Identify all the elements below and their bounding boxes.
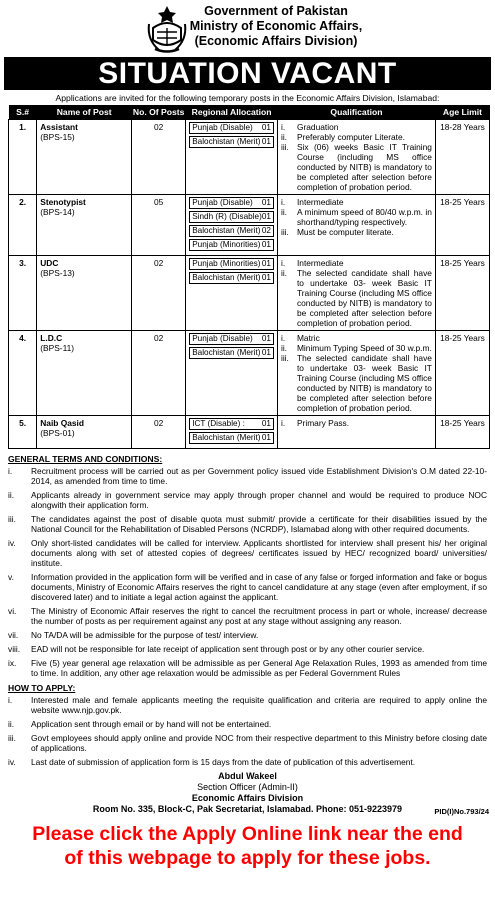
qualification-text: Minimum Typing Speed of 30 w.p.m. [296,343,432,353]
allocation-region: Punjab (Minorities) [192,240,261,249]
item-numeral: i. [8,466,13,476]
item-numeral: ii. [8,719,15,729]
item-numeral: iii. [8,733,16,743]
item-text: No TA/DA will be admissible for the purpose of test/ interview. [31,630,259,640]
signatory-name: Abdul Wakeel [218,771,277,781]
qualification-item [281,132,432,142]
allocation-count: 01 [261,433,271,442]
item-text: Recruitment process will be carried out as per Government policy issued vide Establishment Division's O.M dated 22-10-2014, as amended from time to time. [31,466,487,486]
allocation-count: 01 [261,212,271,221]
qualification-item [281,333,432,343]
signature-block [0,771,495,815]
row-qualification [277,195,435,256]
allocation-region: Punjab (Disable) [192,198,253,207]
post-bps: (BPS-11) [40,343,75,353]
qualification-text: A minimum speed of 80/40 w.p.m. in shorthand/typing respectively. [296,207,432,227]
qualification-item [281,268,432,328]
post-name: Naib Qasid [40,418,84,428]
allocation-item [189,239,274,251]
qualification-numeral: iii. [280,227,289,237]
list-item [8,606,487,626]
row-post [37,416,132,449]
qualification-numeral: ii. [280,207,288,217]
qualification-item [281,353,432,413]
row-num-posts: 02 [132,256,186,331]
item-numeral: iii. [8,514,16,524]
signatory-division: Economic Affairs Division [191,793,304,803]
row-age-limit: 18-25 Years [435,416,489,449]
state-emblem-icon [145,2,189,54]
row-regional-allocation [186,120,278,195]
apply-online-notice [0,822,495,870]
row-sn: 3. [9,256,37,331]
qualification-numeral: ii. [280,132,288,142]
row-regional-allocation [186,416,278,449]
col-regional: Regional Allocation [186,105,278,120]
item-numeral: v. [8,572,14,582]
item-text: Govt employees should apply online and provide NOC from their respective department to this Ministry before closing date of applications. [31,733,487,753]
qualification-item [281,227,432,237]
allocation-count: 02 [261,226,271,235]
list-item [8,538,487,568]
allocation-count: 01 [261,348,271,357]
pid-number: PID(I)No.793/24 [434,807,489,816]
row-regional-allocation [186,331,278,416]
qualification-text: Graduation [296,122,339,132]
col-sn: S.# [9,105,37,120]
qualification-numeral: i. [280,197,286,207]
allocation-item [189,347,274,359]
qualification-item [281,343,432,353]
item-text: Application sent through email or by hand will not be entertained. [31,719,272,729]
list-item [8,490,487,510]
list-item [8,757,487,767]
post-name: Stenotypist [40,197,86,207]
allocation-count: 01 [261,259,271,268]
item-text: The Ministry of Economic Affair reserves the right to cancel the recruitment process in part or whole, increase/ decrease the number of posts as per requirement against any post at any stage without assigning any reason. [31,606,487,626]
table-row [9,195,490,256]
row-sn: 4. [9,331,37,416]
list-item [8,733,487,753]
col-age: Age Limit [435,105,489,120]
allocation-region: Balochistan (Merit) [192,273,261,282]
post-name: Assistant [40,122,78,132]
allocation-item [189,418,274,430]
qualification-numeral: i. [280,122,286,132]
posts-table [8,105,490,449]
item-numeral: ii. [8,490,15,500]
allocation-item [189,122,274,134]
item-text: Five (5) year general age relaxation will be admissible as per General Age Relaxation Rules, 1993 as amended from time to time. In addition, any other age relaxation would be admissible as per Federal Government Rules [31,658,487,678]
allocation-region: ICT (Disable) : [192,419,245,428]
qualification-item [281,142,432,192]
item-text: Only short-listed candidates will be called for interview. Applicants shortlisted for interview shall present his/ her original documents along with set of attested copies of degrees/ certificates issued by HEC/ recognized board/ universities/ institute. [31,538,487,568]
allocation-item [189,225,274,237]
row-post [37,120,132,195]
header-line2: Ministry of Economic Affairs, [189,19,363,33]
list-item [8,658,487,678]
item-numeral: iv. [8,538,16,548]
list-item [8,572,487,602]
situation-vacant-banner: SITUATION VACANT [4,57,491,90]
post-bps: (BPS-15) [40,132,75,142]
row-post [37,331,132,416]
list-item [8,514,487,534]
item-text: EAD will not be responsible for late receipt of application sent through post or by any other courier service. [31,644,425,654]
row-age-limit: 18-25 Years [435,256,489,331]
list-item [8,466,487,486]
qualification-numeral: i. [280,333,286,343]
row-post [37,195,132,256]
item-numeral: viii. [8,644,21,654]
qualification-text: Must be computer literate. [296,227,394,237]
allocation-region: Balochistan (Merit) [192,226,261,235]
general-terms-list [0,466,495,678]
qualification-numeral: iii. [280,142,289,152]
general-terms-title: GENERAL TERMS AND CONDITIONS: [8,454,163,464]
header-line3: (Economic Affairs Division) [194,34,358,48]
allocation-item [189,272,274,284]
row-qualification [277,416,435,449]
qualification-text: The selected candidate shall have to undertake 03- week Basic IT Training Course (including MS office conducted by NITB) is mandatory to be completed after selection before completion of probation period. [296,353,432,413]
item-text: Applicants already in government service may apply through proper channel and would be required to produce NOC alongwith their application form. [31,490,487,510]
qualification-numeral: i. [280,258,286,268]
item-numeral: ix. [8,658,17,668]
allocation-count: 01 [261,123,271,132]
allocation-count: 01 [261,198,271,207]
col-qualification: Qualification [277,105,435,120]
qualification-text: Intermediate [296,258,344,268]
row-regional-allocation [186,256,278,331]
table-row [9,331,490,416]
item-text: Last date of submission of application form is 15 days from the date of publication of this advertisement. [31,757,416,767]
apply-notice-line2: of this webpage to apply for these jobs. [64,847,431,869]
qualification-item [281,418,432,428]
allocation-item [189,136,274,148]
allocation-count: 01 [261,273,271,282]
list-item [8,695,487,715]
row-num-posts: 02 [132,120,186,195]
row-sn: 5. [9,416,37,449]
qualification-numeral: iii. [280,353,289,363]
how-to-apply-title: HOW TO APPLY: [8,683,76,693]
qualification-item [281,207,432,227]
allocation-item [189,432,274,444]
row-age-limit: 18-25 Years [435,195,489,256]
list-item [8,719,487,729]
item-text: The candidates against the post of disable quota must submit/ provide a certificate for their disabilities issued by the National Council for the Rehabilitation of Disabled Persons (NCRDP), Islamabad along with other required documents. [31,514,487,534]
row-qualification [277,256,435,331]
row-sn: 1. [9,120,37,195]
allocation-item [189,333,274,345]
allocation-region: Punjab (Disable) [192,123,253,132]
header [0,0,495,57]
row-sn: 2. [9,195,37,256]
allocation-region: Sindh (R) (Disable) [192,212,262,221]
allocation-count: 01 [261,137,271,146]
signatory-address: Room No. 335, Block-C, Pak Secretariat, Islamabad. Phone: 051-9223979 [92,804,403,814]
allocation-item [189,211,274,223]
qualification-numeral: ii. [280,343,288,353]
row-qualification [277,120,435,195]
allocation-count: 01 [261,334,271,343]
allocation-region: Punjab (Disable) [192,334,253,343]
allocation-region: Balochistan (Merit) [192,137,261,146]
post-bps: (BPS-01) [40,428,75,438]
qualification-item [281,122,432,132]
row-num-posts: 05 [132,195,186,256]
table-row [9,256,490,331]
post-bps: (BPS-14) [40,207,75,217]
how-to-apply-list [0,695,495,767]
item-numeral: vi. [8,606,17,616]
qualification-text: Preferably computer Literate. [296,132,405,142]
qualification-text: Matric [296,333,320,343]
table-row [9,416,490,449]
item-numeral: vii. [8,630,19,640]
intro-text: Applications are invited for the following temporary posts in the Economic Affairs Division, Islamabad: [55,93,440,103]
row-qualification [277,331,435,416]
qualification-item [281,197,432,207]
allocation-count: 01 [261,240,271,249]
post-name: UDC [40,258,59,268]
item-text: Interested male and female applicants meeting the requisite qualification and criteria are required to apply online the website www.njp.gov.pk. [31,695,487,715]
allocation-region: Balochistan (Merit) [192,433,261,442]
table-header-row [9,105,490,120]
row-age-limit: 18-28 Years [435,120,489,195]
allocation-item [189,197,274,209]
row-post [37,256,132,331]
qualification-text: Intermediate [296,197,344,207]
qualification-numeral: ii. [280,268,288,278]
signatory-designation: Section Officer (Admin-II) [197,782,298,792]
row-regional-allocation [186,195,278,256]
item-numeral: i. [8,695,13,705]
allocation-region: Punjab (Minorities) [192,259,261,268]
col-num-posts: No. Of Posts [132,105,186,120]
list-item [8,630,487,640]
post-name: L.D.C [40,333,63,343]
qualification-text: Six (06) weeks Basic IT Training Course (including MS office conducted by NITB) is mandatory to be completed after selection before completion of probation period. [296,142,432,192]
row-age-limit: 18-25 Years [435,331,489,416]
qualification-text: Primary Pass. [296,418,350,428]
post-bps: (BPS-13) [40,268,75,278]
row-num-posts: 02 [132,331,186,416]
allocation-region: Balochistan (Merit) [192,348,261,357]
row-num-posts: 02 [132,416,186,449]
allocation-item [189,258,274,270]
list-item [8,644,487,654]
col-post: Name of Post [37,105,132,120]
qualification-numeral: i. [280,418,286,428]
item-text: Information provided in the application form will be verified and in case of any false or forged information and fake or bogus documents, Ministry of Economic Affairs reserves the right to cancel candidature at any stage (even after employment, if so discovered later) and to initiate a legal action against the applicant. [31,572,487,602]
apply-notice-line1: Please click the Apply Online link near the end [32,823,463,845]
item-numeral: iv. [8,757,16,767]
qualification-text: The selected candidate shall have to undertake 03- week Basic IT Training Course (including MS office conducted by NITB) is mandatory to be completed after selection before completion of probation period. [296,268,432,328]
allocation-count: 01 [261,419,271,428]
header-line1: Government of Pakistan [204,4,348,18]
qualification-item [281,258,432,268]
table-row [9,120,490,195]
